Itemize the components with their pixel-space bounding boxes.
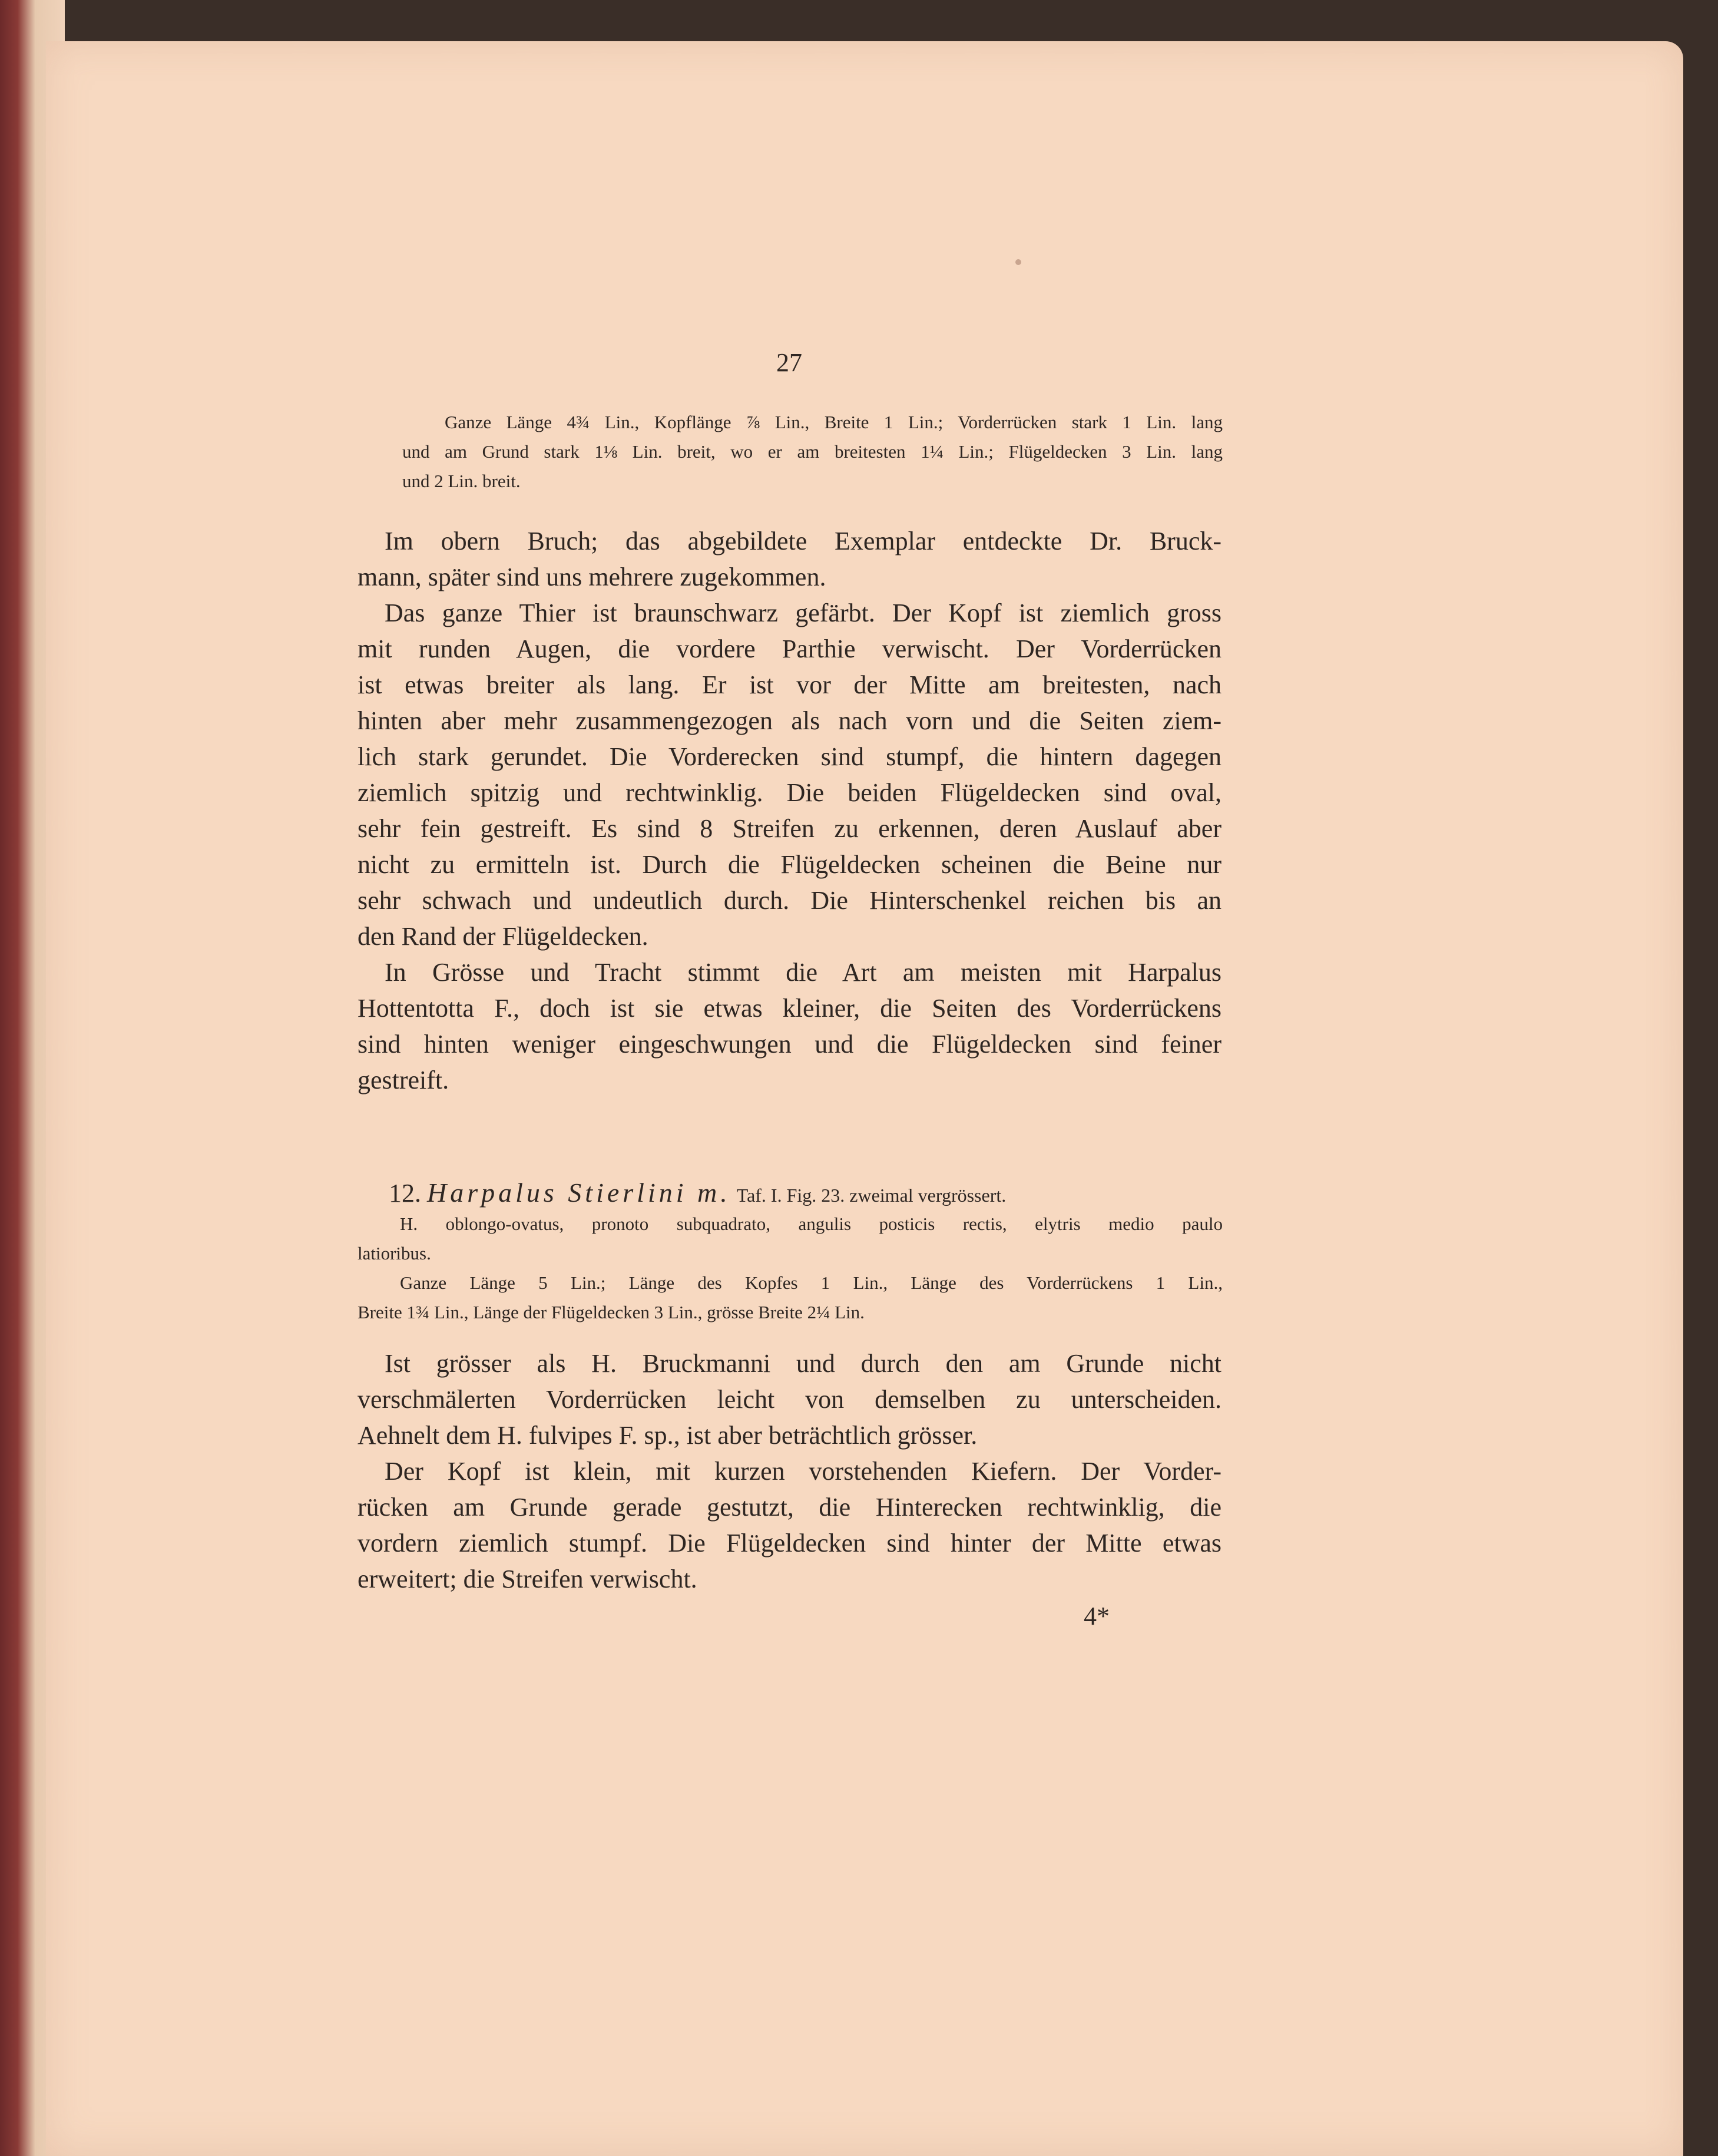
text-line: rücken am Grunde gerade gestutzt, die Hinterecken rechtwinklig, die <box>357 1493 1222 1522</box>
diagnosis-line: latioribus. <box>357 1243 431 1264</box>
diagnosis-line: H. oblongo-ovatus, pronoto subquadrato, angulis posticis rectis, elytris medio paulo <box>400 1213 1223 1234</box>
text-line: Aehnelt dem H. fulvipes F. sp., ist aber beträchtlich grösser. <box>357 1421 978 1450</box>
text-line: mit runden Augen, die vordere Parthie verwischt. Der Vorderrücken <box>357 634 1222 663</box>
text-line: vordern ziemlich stumpf. Die Flügeldecken sind hinter der Mitte etwas <box>357 1529 1222 1558</box>
measurements-block-1 <box>402 408 1223 496</box>
paper-speck <box>1015 259 1021 265</box>
text-line: Im obern Bruch; das abgebildete Exemplar entdeckte Dr. Bruck- <box>385 527 1222 555</box>
diagnosis-block-2 <box>357 1209 1223 1327</box>
text-line: sehr schwach und undeutlich durch. Die Hinterschenkel reichen bis an <box>357 886 1222 915</box>
page-number: 27 <box>776 348 802 377</box>
signature-mark: 4* <box>1084 1602 1110 1631</box>
species-number: 12. <box>389 1179 421 1208</box>
text-line: ziemlich spitzig und rechtwinklig. Die beiden Flügeldecken sind oval, <box>357 778 1222 807</box>
text-line: lich stark gerundet. Die Vorderecken sind stumpf, die hintern dagegen <box>357 742 1222 771</box>
diagnosis-line: Breite 1¾ Lin., Länge der Flügeldecken 3 Lin., grösse Breite 2¼ Lin. <box>357 1302 865 1322</box>
text-line: Hottentotta F., doch ist sie etwas kleiner, die Seiten des Vorderrückens <box>357 994 1222 1023</box>
text-line: sehr fein gestreift. Es sind 8 Streifen zu erkennen, deren Auslauf aber <box>357 814 1222 843</box>
text-line: In Grösse und Tracht stimmt die Art am meisten mit Harpalus <box>385 958 1222 987</box>
species-name: Harpalus Stierlini m. <box>427 1178 731 1208</box>
text-line: nicht zu ermitteln ist. Durch die Flügeldecken scheinen die Beine nur <box>357 850 1222 879</box>
book-page <box>46 41 1683 2156</box>
measurement-line: Ganze Länge 4¾ Lin., Kopflänge ⅞ Lin., Breite 1 Lin.; Vorderrücken stark 1 Lin. lang <box>445 412 1223 432</box>
text-line: Der Kopf ist klein, mit kurzen vorstehenden Kiefern. Der Vorder- <box>385 1457 1222 1486</box>
measurement-line: und am Grund stark 1⅛ Lin. breit, wo er am breitesten 1¼ Lin.; Flügeldecken 3 Lin. lang <box>402 441 1223 462</box>
species-reference: Taf. I. Fig. 23. zweimal vergrössert. <box>736 1185 1007 1206</box>
text-line: gestreift. <box>357 1066 449 1094</box>
text-line: den Rand der Flügeldecken. <box>357 922 648 951</box>
text-line: sind hinten weniger eingeschwungen und die Flügeldecken sind feiner <box>357 1030 1222 1059</box>
text-line: Ist grösser als H. Bruckmanni und durch den am Grunde nicht <box>385 1349 1222 1378</box>
text-line: ist etwas breiter als lang. Er ist vor der Mitte am breitesten, nach <box>357 670 1222 699</box>
text-line: verschmälerten Vorderrücken leicht von demselben zu unterscheiden. <box>357 1385 1222 1414</box>
text-line: mann, später sind uns mehrere zugekommen. <box>357 563 826 591</box>
measurement-line: und 2 Lin. breit. <box>402 471 521 491</box>
description-block-1 <box>357 523 1222 1098</box>
diagnosis-line: Ganze Länge 5 Lin.; Länge des Kopfes 1 Lin., Länge des Vorderrückens 1 Lin., <box>400 1272 1223 1293</box>
text-line: Das ganze Thier ist braunschwarz gefärbt. Der Kopf ist ziemlich gross <box>385 598 1222 627</box>
species-heading <box>389 1177 1225 1211</box>
text-line: erweitert; die Streifen verwischt. <box>357 1565 697 1593</box>
text-line: hinten aber mehr zusammengezogen als nach vorn und die Seiten ziem- <box>357 706 1222 735</box>
description-block-2 <box>357 1345 1222 1597</box>
